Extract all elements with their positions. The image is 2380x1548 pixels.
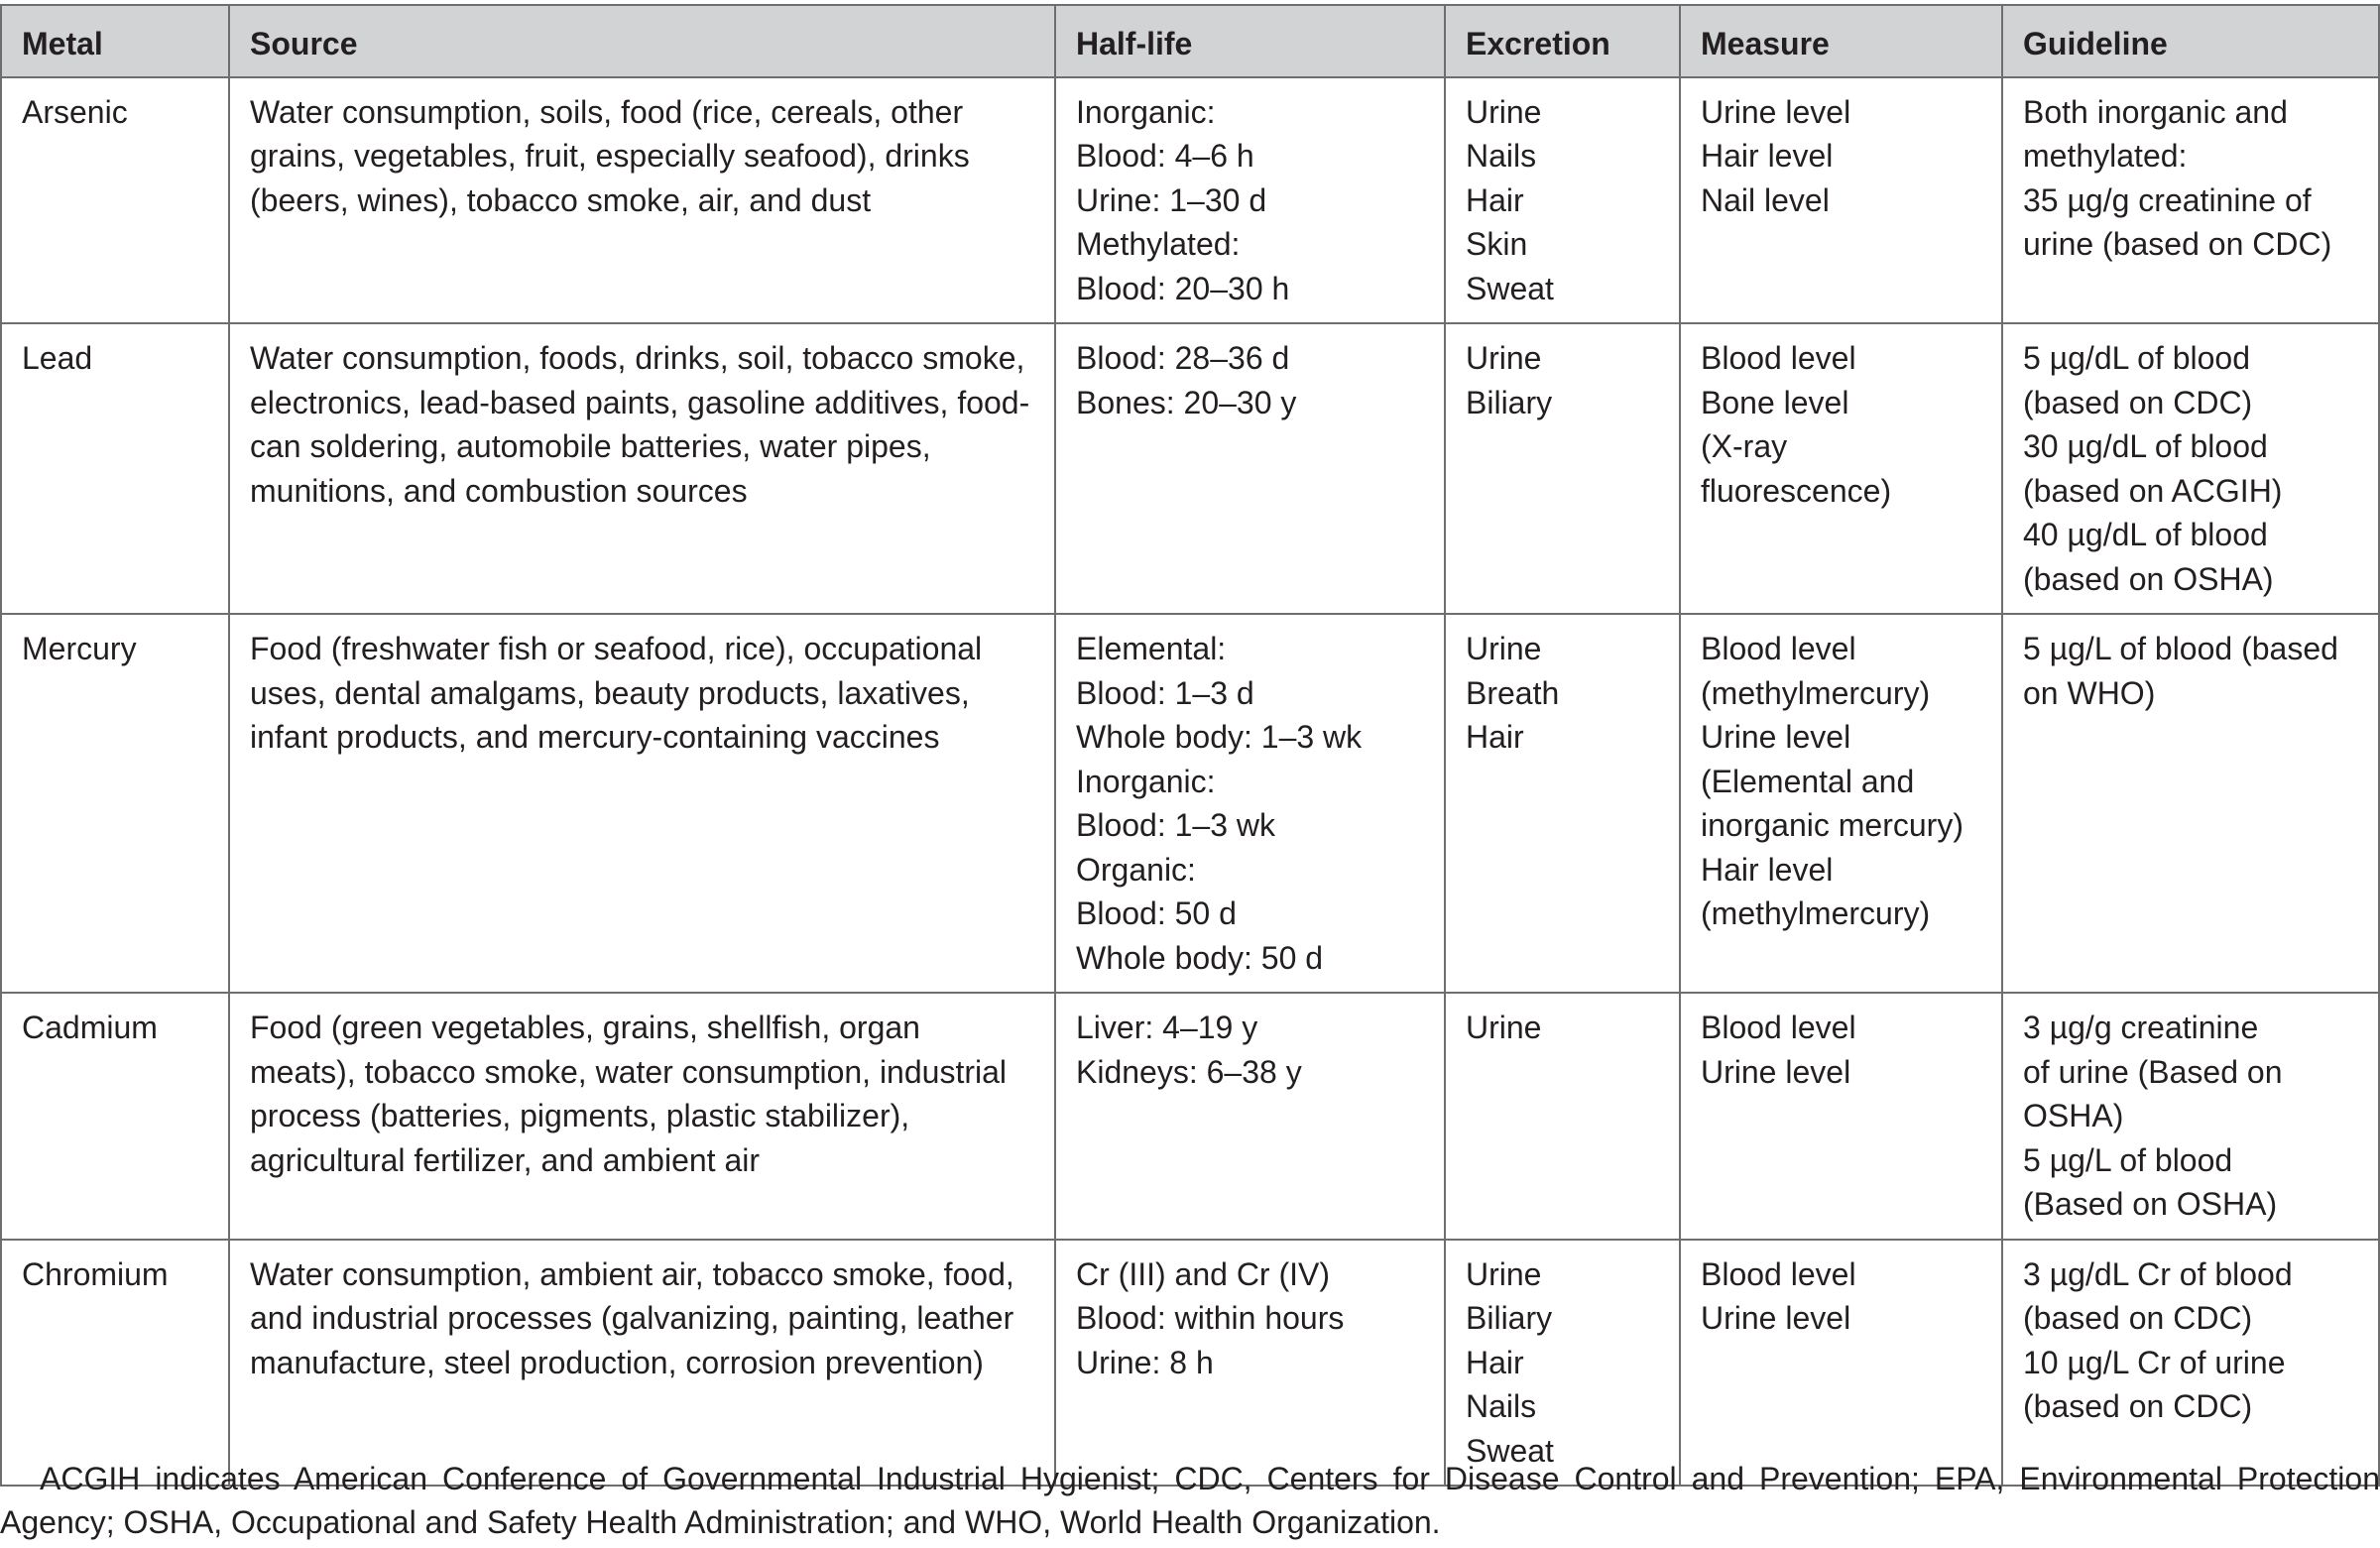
cell-half-life [1055,993,1445,1240]
cell-half-life-line: Blood: 4–6 h [1076,138,1254,174]
metals-table-container [0,4,2380,1487]
cell-guideline-line: 40 µg/dL of blood [2023,517,2268,552]
cell-half-life-line: Blood: 50 d [1076,895,1237,931]
cell-half-life-line: Inorganic: [1076,93,1216,130]
cell-half-life-line: Blood: 20–30 h [1076,270,1290,306]
cell-excretion-line: Sweat [1466,270,1554,306]
cell-measure [1680,1240,2002,1487]
cell-excretion [1445,77,1680,324]
cell-metal: Mercury [1,614,229,993]
cell-excretion-line: Urine [1466,340,1542,376]
cell-guideline-line: 30 µg/dL of blood [2023,428,2268,464]
cell-half-life-line: Inorganic: [1076,763,1216,799]
cell-measure-line: (methylmercury) [1701,895,1931,931]
cell-half-life-line: Liver: 4–19 y [1076,1010,1258,1045]
cell-measure-line: Bone level [1701,384,1849,420]
cell-half-life [1055,614,1445,993]
cell-measure-line: (methylmercury) [1701,674,1931,711]
header-source: Source [229,5,1055,77]
cell-excretion-line: Biliary [1466,384,1553,420]
cell-guideline [2002,323,2379,614]
cell-excretion [1445,993,1680,1240]
cell-guideline-line: 5 µg/L of blood (based [2023,631,2338,666]
cell-guideline-line: urine (based on CDC) [2023,226,2332,262]
cell-half-life [1055,77,1445,324]
cell-guideline-line: (based on CDC) [2023,1300,2253,1336]
cell-half-life-line: Bones: 20–30 y [1076,384,1297,420]
cell-metal: Cadmium [1,993,229,1240]
cell-measure [1680,77,2002,324]
cell-guideline-line: OSHA) [2023,1098,2124,1133]
table-row [1,993,2379,1240]
cell-measure [1680,614,2002,993]
cell-measure-line: Hair level [1701,138,1834,174]
cell-guideline-line: Both inorganic and [2023,93,2288,130]
cell-measure [1680,993,2002,1240]
header-guideline: Guideline [2002,5,2379,77]
table-footnote: ACGIH indicates American Conference of Governmental Industrial Hygienist; CDC, Centers for Disease Control and Prevention; EPA, Environmental Protection Agency; OSHA, Occupational and Safety Health Administration; and WHO, World Health Organization. [0,1461,2380,1540]
cell-half-life-line: Cr (III) and Cr (IV) [1076,1255,1331,1292]
table-row [1,77,2379,324]
cell-guideline-line: (based on ACGIH) [2023,472,2283,509]
cell-guideline-line: 35 µg/g creatinine of [2023,181,2312,218]
header-half-life: Half-life [1055,5,1445,77]
cell-excretion [1445,323,1680,614]
cell-guideline-line: methylated: [2023,138,2188,174]
cell-measure-line: Urine level [1701,719,1851,755]
cell-half-life [1055,1240,1445,1487]
cell-excretion-line: Hair [1466,719,1524,755]
cell-guideline [2002,993,2379,1240]
cell-half-life-line: Blood: 1–3 wk [1076,807,1276,843]
cell-half-life-line: Organic: [1076,851,1196,888]
cell-guideline-line: (Based on OSHA) [2023,1186,2278,1222]
cell-half-life-line: Urine: 1–30 d [1076,181,1267,218]
cell-measure-line: (X-ray [1701,428,1788,464]
cell-excretion-line: Skin [1466,226,1528,262]
cell-measure-line: Nail level [1701,181,1830,218]
cell-excretion-line: Biliary [1466,1300,1553,1336]
cell-measure-line: fluorescence) [1701,472,1892,509]
table-row [1,1240,2379,1487]
header-measure: Measure [1680,5,2002,77]
cell-measure-line: Blood level [1701,631,1856,666]
cell-measure-line: (Elemental and [1701,763,1915,799]
cell-excretion-line: Sweat [1466,1432,1554,1469]
cell-excretion-line: Breath [1466,674,1560,711]
cell-guideline-line: 3 µg/g creatinine [2023,1010,2259,1045]
cell-guideline-line: on WHO) [2023,674,2156,711]
cell-measure-line: Hair level [1701,851,1834,888]
cell-half-life-line: Kidneys: 6–38 y [1076,1053,1302,1090]
cell-guideline-line: (based on OSHA) [2023,560,2274,597]
cell-source: Food (green vegetables, grains, shellfish, organ meats), tobacco smoke, water consumption, industrial process (batteries, pigments, plastic stabilizer), agricultural fertilizer, and ambient air [229,993,1055,1240]
header-excretion: Excretion [1445,5,1680,77]
cell-source: Water consumption, ambient air, tobacco smoke, food, and industrial processes (galvanizing, painting, leather manufacture, steel production, corrosion prevention) [229,1240,1055,1487]
cell-guideline-line: 3 µg/dL Cr of blood [2023,1255,2293,1292]
cell-half-life-line: Urine: 8 h [1076,1344,1214,1380]
cell-guideline [2002,77,2379,324]
cell-measure-line: Blood level [1701,340,1856,376]
cell-half-life-line: Blood: 28–36 d [1076,340,1290,376]
metals-table [0,4,2380,1487]
cell-guideline-line: (based on CDC) [2023,1388,2253,1424]
cell-excretion [1445,614,1680,993]
cell-guideline-line: of urine (Based on [2023,1053,2283,1090]
table-body [1,77,2379,1487]
cell-measure-line: Urine level [1701,93,1851,130]
cell-guideline-line: 5 µg/dL of blood [2023,340,2250,376]
table-row [1,614,2379,993]
cell-half-life-line: Whole body: 50 d [1076,939,1324,976]
cell-excretion-line: Urine [1466,1255,1542,1292]
cell-half-life-line: Blood: 1–3 d [1076,674,1254,711]
header-metal: Metal [1,5,229,77]
cell-excretion-line: Urine [1466,1010,1542,1045]
cell-half-life-line: Whole body: 1–3 wk [1076,719,1363,755]
table-header-row [1,5,2379,77]
cell-excretion-line: Nails [1466,138,1537,174]
cell-metal: Arsenic [1,77,229,324]
cell-half-life-line: Elemental: [1076,631,1227,666]
cell-excretion-line: Urine [1466,631,1542,666]
cell-half-life-line: Methylated: [1076,226,1241,262]
cell-source: Water consumption, soils, food (rice, cereals, other grains, vegetables, fruit, especially seafood), drinks (beers, wines), tobacco smoke, air, and dust [229,77,1055,324]
cell-excretion-line: Hair [1466,181,1524,218]
cell-source: Water consumption, foods, drinks, soil, tobacco smoke, electronics, lead-based paints, gasoline additives, food-can soldering, automobile batteries, water pipes, munitions, and combustion sources [229,323,1055,614]
cell-guideline [2002,1240,2379,1487]
cell-half-life [1055,323,1445,614]
cell-guideline-line: 5 µg/L of blood [2023,1141,2233,1178]
cell-measure-line: inorganic mercury) [1701,807,1964,843]
cell-excretion-line: Nails [1466,1388,1537,1424]
cell-excretion-line: Hair [1466,1344,1524,1380]
cell-excretion [1445,1240,1680,1487]
cell-metal: Chromium [1,1240,229,1487]
cell-source: Food (freshwater fish or seafood, rice), occupational uses, dental amalgams, beauty products, laxatives, infant products, and mercury-containing vaccines [229,614,1055,993]
table-row [1,323,2379,614]
cell-measure-line: Urine level [1701,1053,1851,1090]
cell-metal: Lead [1,323,229,614]
cell-measure-line: Blood level [1701,1255,1856,1292]
cell-guideline-line: 10 µg/L Cr of urine [2023,1344,2286,1380]
cell-measure-line: Blood level [1701,1010,1856,1045]
cell-guideline-line: (based on CDC) [2023,384,2253,420]
cell-half-life-line: Blood: within hours [1076,1300,1345,1336]
cell-excretion-line: Urine [1466,93,1542,130]
cell-measure [1680,323,2002,614]
cell-measure-line: Urine level [1701,1300,1851,1336]
cell-guideline [2002,614,2379,993]
